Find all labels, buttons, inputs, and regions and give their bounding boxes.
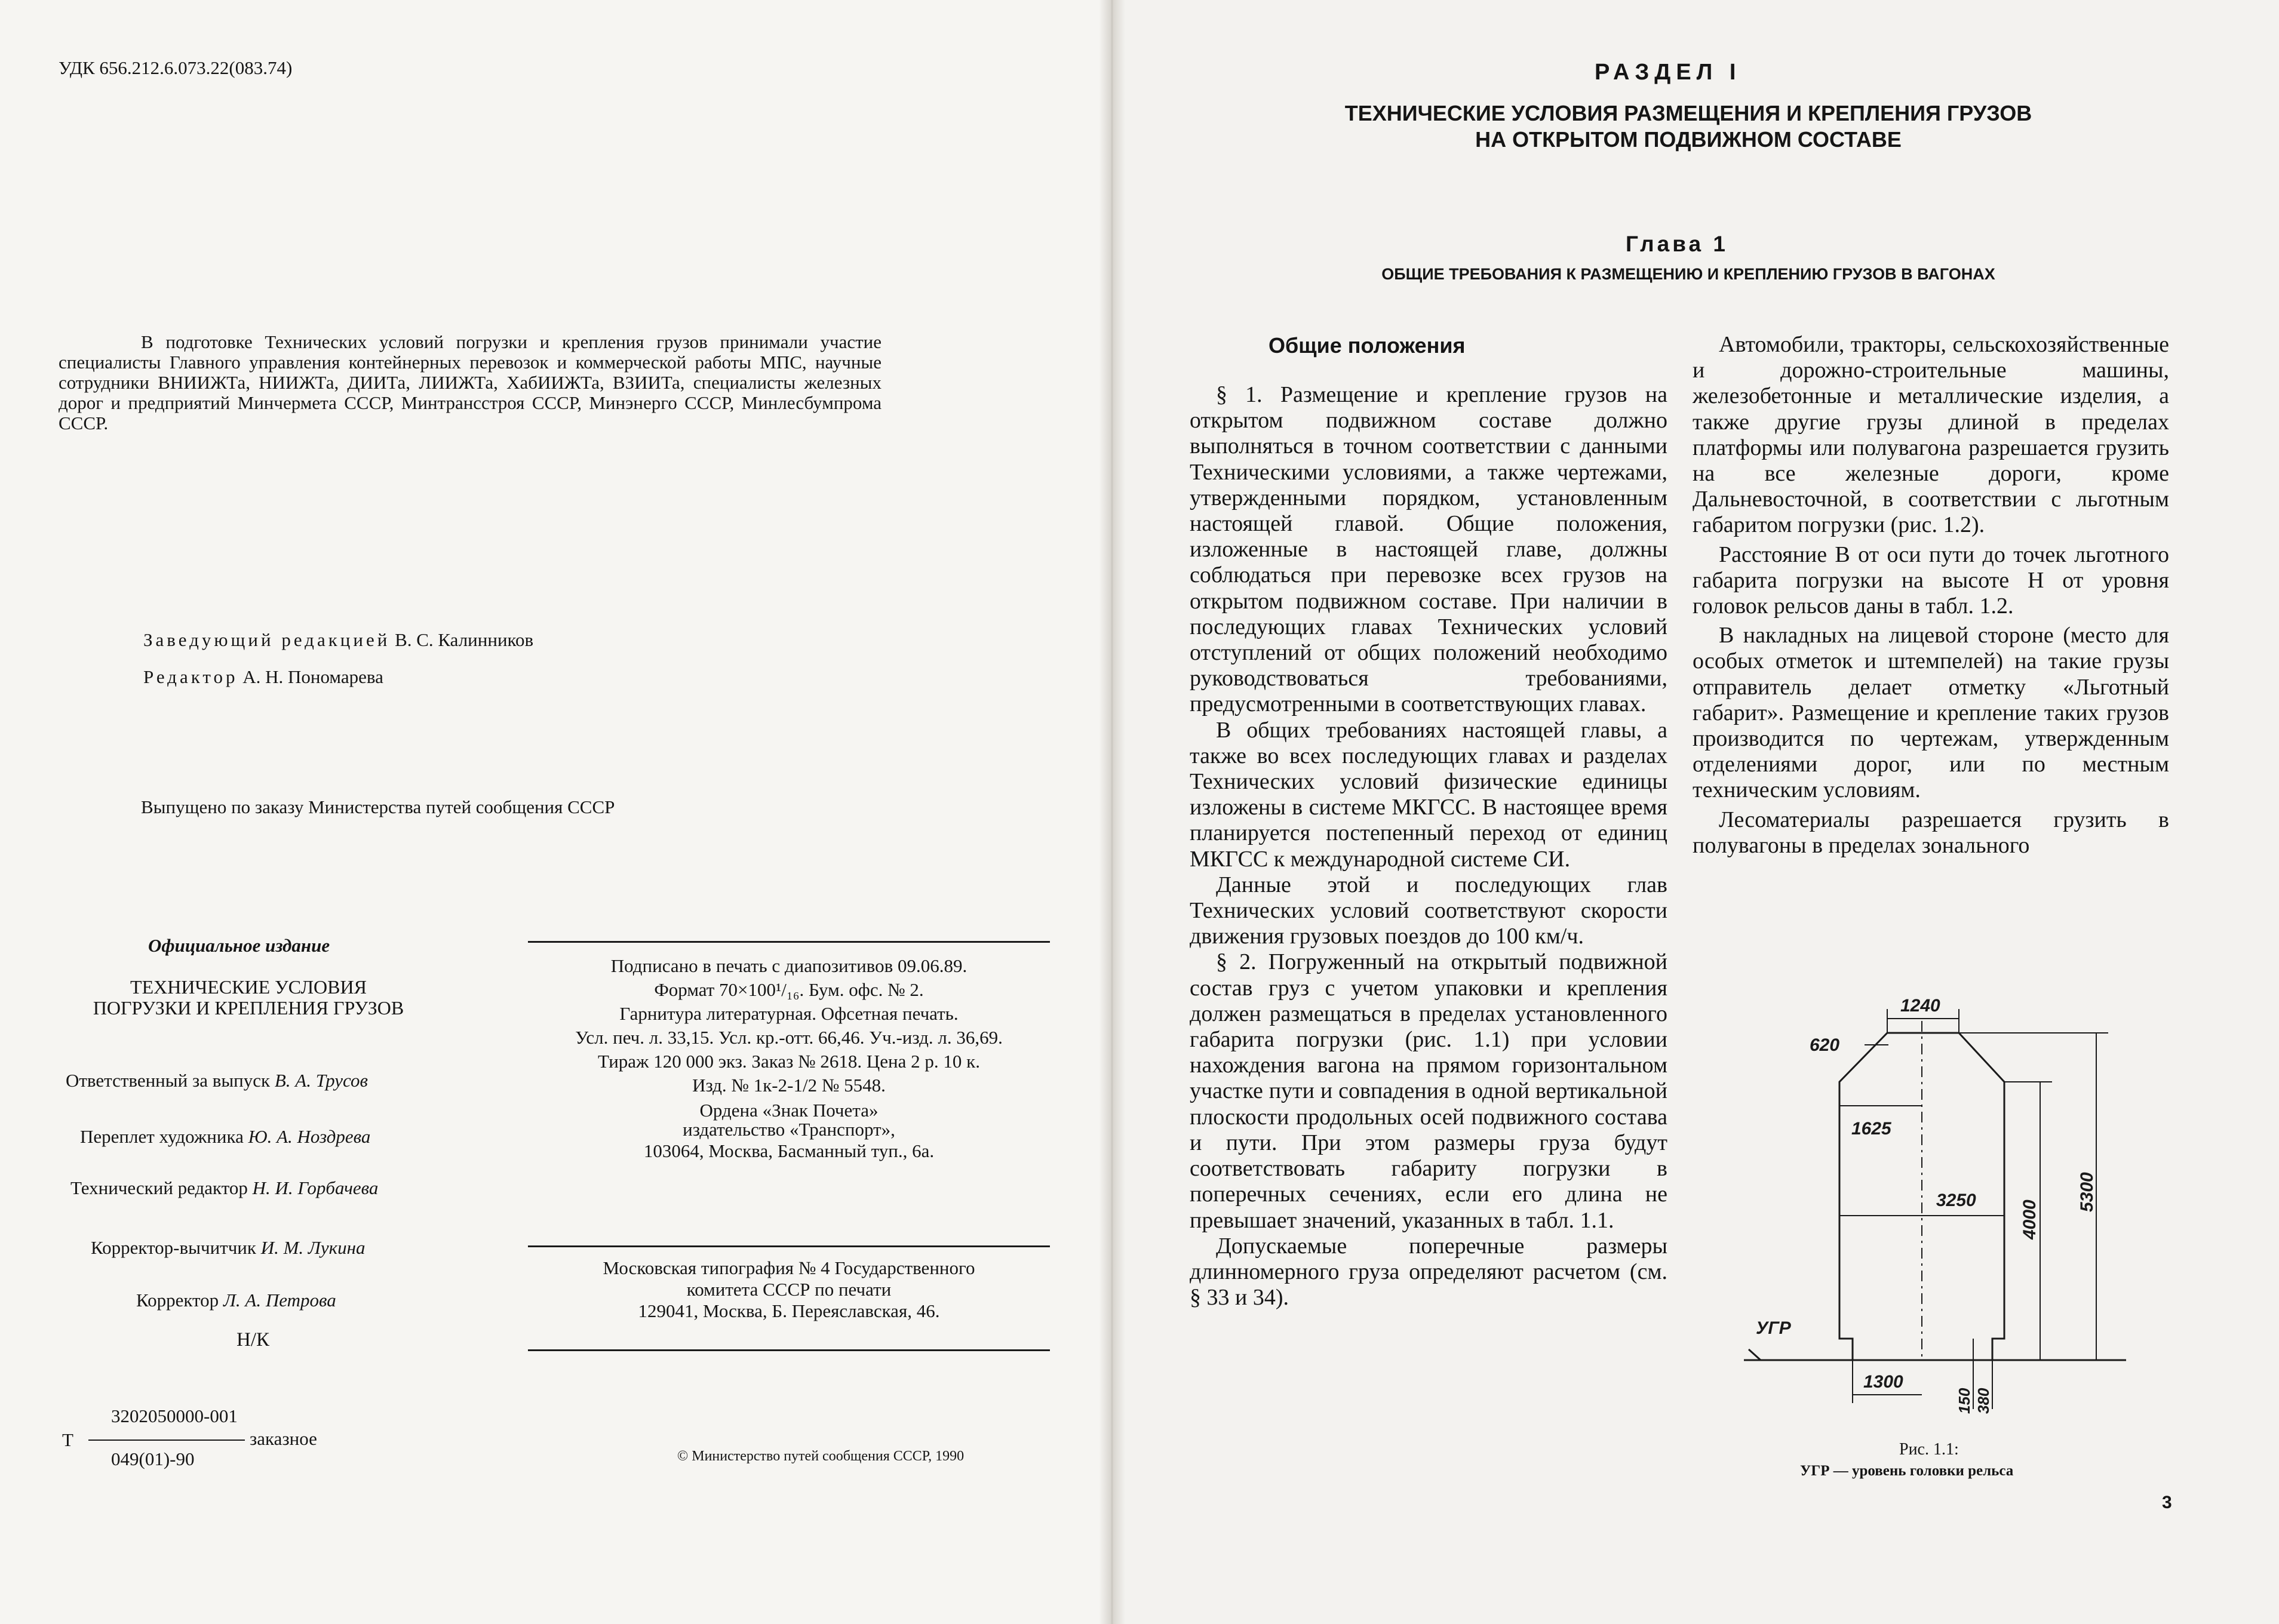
figure-legend: УГР — уровень головки рельса [1800,1463,2014,1479]
press-block-bottom-rule [528,1349,1050,1351]
editor-role: Редактор [143,666,238,687]
credit-responsible [66,1070,368,1091]
book-gutter [1099,0,1125,1624]
credit-role: Технический редактор [70,1177,248,1198]
ugr-tick [1749,1349,1761,1360]
paragraph: Допускаемые поперечные размеры длинномерного груза определяют расчетом (см. § 33 и 34). [1190,1233,1667,1311]
paragraph: В накладных на лицевой стороне (место для особых отметок и штемпелей) на такие грузы отправитель делает отметку «Льготный габарит». Размещение и крепление таких грузов производится по чертежам, утвержденным отделениями дорог, или по местным техническим условиям. [1693,623,2169,803]
label-1625: 1625 [1851,1119,1891,1139]
loading-gauge-figure [1732,973,2138,1427]
print-line: Изд. № 1к-2-1/2 № 5548. [692,1075,886,1096]
section-title-line: НА ОТКРЫТОМ ПОДВИЖНОМ СОСТАВЕ [1475,127,1902,152]
chapter-label: Глава 1 [1626,232,1728,256]
label-ugr: УГР [1756,1318,1791,1338]
label-4000: 4000 [2020,1199,2040,1239]
label-150: 150 [1955,1388,1973,1414]
head-name: В. С. Калинников [395,629,534,650]
print-line: Ордена «Знак Почета» [699,1100,879,1121]
commission-note: Выпущено по заказу Министерства путей сообщения СССР [141,796,615,817]
press-info-block [528,1257,1050,1322]
head-of-editorial [143,629,533,651]
print-line: Тираж 120 000 экз. Заказ № 2618. Цена 2 р. 10 к. [598,1051,980,1072]
print-line: Усл. печ. л. 33,15. Усл. кр.-отт. 66,46. Уч.-изд. л. 36,69. [575,1027,1003,1048]
print-line: Формат 70×100¹/₁₆. Бум. офс. № 2. [654,979,924,1000]
hk-mark: Н/К [236,1329,270,1351]
press-line: комитета СССР по печати [686,1279,892,1300]
credit-name: И. М. Лукина [260,1237,366,1258]
book-title: ТЕХНИЧЕСКИЕ УСЛОВИЯ ПОГРУЗКИ И КРЕПЛЕНИЯ ГРУЗОВ [93,976,404,1019]
label-1300: 1300 [1863,1372,1903,1392]
credit-role: Переплет художника [80,1126,244,1147]
print-line: Подписано в печать с диапозитивов 09.06.89. [610,955,968,976]
credit-name: Н. И. Горбачева [252,1177,379,1198]
udk-code: УДК 656.212.6.073.22(083.74) [59,57,293,78]
page-number: 3 [2162,1493,2172,1512]
section-title [1261,100,2115,153]
label-380: 380 [1974,1388,1992,1414]
label-1240: 1240 [1900,996,1940,1016]
official-edition-label: Официальное издание [148,935,330,956]
subheading: Общие положения [1268,333,1466,358]
editor [143,666,383,688]
figure-caption: Рис. 1.1: [1899,1440,1959,1459]
credit-role: Корректор [136,1290,219,1311]
press-line: 129041, Москва, Б. Переяславская, 46. [638,1300,940,1321]
paragraph: § 2. Погруженный на открытый подвижной состав груз с учетом упаковки и крепления должен размещаться в пределах установленного габарита погрузки (рис. 1.1) при условии нахождения вагона на прямом горизонтальном участке пути и совпадения в одной вертикальной плоскости продольных осей подвижного состава и пути. При этом размеры груза будут соответствовать габариту погрузки в поперечных сечениях, если его длина не превышает значений, указанных в табл. 1.1. [1190,949,1667,1233]
chapter-title: ОБЩИЕ ТРЕБОВАНИЯ К РАЗМЕЩЕНИЮ И КРЕПЛЕНИЮ ГРУЗОВ В ВАГОНАХ [1381,265,1995,283]
code-fraction-line [88,1440,245,1441]
print-line: издательство «Транспорт», [683,1119,895,1140]
print-line: Гарнитура литературная. Офсетная печать. [619,1003,959,1024]
section-title-line: ТЕХНИЧЕСКИЕ УСЛОВИЯ РАЗМЕЩЕНИЯ И КРЕПЛЕНИЯ ГРУЗОВ [1344,101,2032,125]
credit-name: Л. А. Петрова [223,1290,336,1311]
label-3250: 3250 [1936,1191,1976,1210]
text-column-right [1693,332,2169,859]
paragraph: Лесоматериалы разрешается грузить в полувагоны в пределах зонального [1693,807,2169,858]
editor-name: А. Н. Пономарева [242,666,383,687]
credit-name: Ю. А. Ноздрева [248,1126,371,1147]
credit-name: В. А. Трусов [274,1070,368,1091]
credit-binding-artist [80,1126,370,1148]
text-column-left [1190,382,1667,1311]
code-numerator: 3202050000-001 [111,1405,238,1426]
credit-role: Ответственный за выпуск [66,1070,271,1091]
print-block-top-rule [528,941,1050,943]
print-info-block [528,954,1050,1163]
credit-tech-editor [70,1177,378,1199]
paragraph: Данные этой и последующих глав Технических условий соответствуют скорости движения грузовых поездов до 100 км/ч. [1190,872,1667,949]
credit-proofreader-checker [91,1237,366,1259]
paragraph: В общих требованиях настоящей главы, а также во всех последующих главах и разделах Технических условий физические единицы изложены в системе МКГСС. В настоящее время планируется постепенный переход от единиц МКГСС к международной системе СИ. [1190,717,1667,872]
credit-role: Корректор-вычитчик [91,1237,256,1258]
label-620: 620 [1810,1035,1840,1055]
code-note: заказное [250,1428,317,1449]
section-label: РАЗДЕЛ I [1595,60,1742,85]
print-line: 103064, Москва, Басманный туп., 6а. [643,1140,935,1161]
code-letter: Т [62,1429,73,1450]
paragraph: § 1. Размещение и крепление грузов на открытом подвижном составе должно выполняться в точном соответствии с данными Техническими условиями, а также чертежами, утвержденными порядком, установленным настоящей главой. Общие положения, изложенные в настоящей главе, должны соблюдаться при перевозке всех грузов на открытом подвижном составе. При наличии в последующих главах Технических условий отступлений от общих положений необходимо руководствоваться требованиями, предусмотренными в соответствующих главах. [1190,382,1667,717]
label-5300: 5300 [2077,1172,2097,1212]
paragraph: Расстояние В от оси пути до точек льготного габарита погрузки на высоте Н от уровня головок рельсов даны в табл. 1.2. [1693,542,2169,619]
paragraph: Автомобили, тракторы, сельскохозяйственные и дорожно-строительные машины, железобетонные и металлические изделия, а также другие грузы длиной в пределах платформы или полувагона разрешается грузить на все железные дороги, кроме Дальневосточной, в соответствии с льготным габаритом погрузки (рис. 1.2). [1693,332,2169,538]
contributors-note: В подготовке Технических условий погрузки и крепления грузов принимали участие специалисты Главного управления контейнерных перевозок и коммерческой работы МПС, научные сотрудники ВНИИЖТа, НИИЖТа, ДИИТа, ЛИИЖТа, ХабИИЖТа, ВЗИИТа, специалисты железных дорог и предприятий Минчермета СССР, Минтрансстроя СССР, Минэнерго СССР, Минлесбумпрома СССР. [59,331,882,433]
press-line: Московская типография № 4 Государственного [603,1257,975,1278]
copyright: © Министерство путей сообщения СССР, 1990 [677,1448,965,1464]
head-role: Заведующий редакцией [143,629,391,650]
credit-proofreader [136,1290,336,1311]
code-denominator: 049(01)-90 [111,1448,195,1469]
press-block-top-rule [528,1245,1050,1247]
